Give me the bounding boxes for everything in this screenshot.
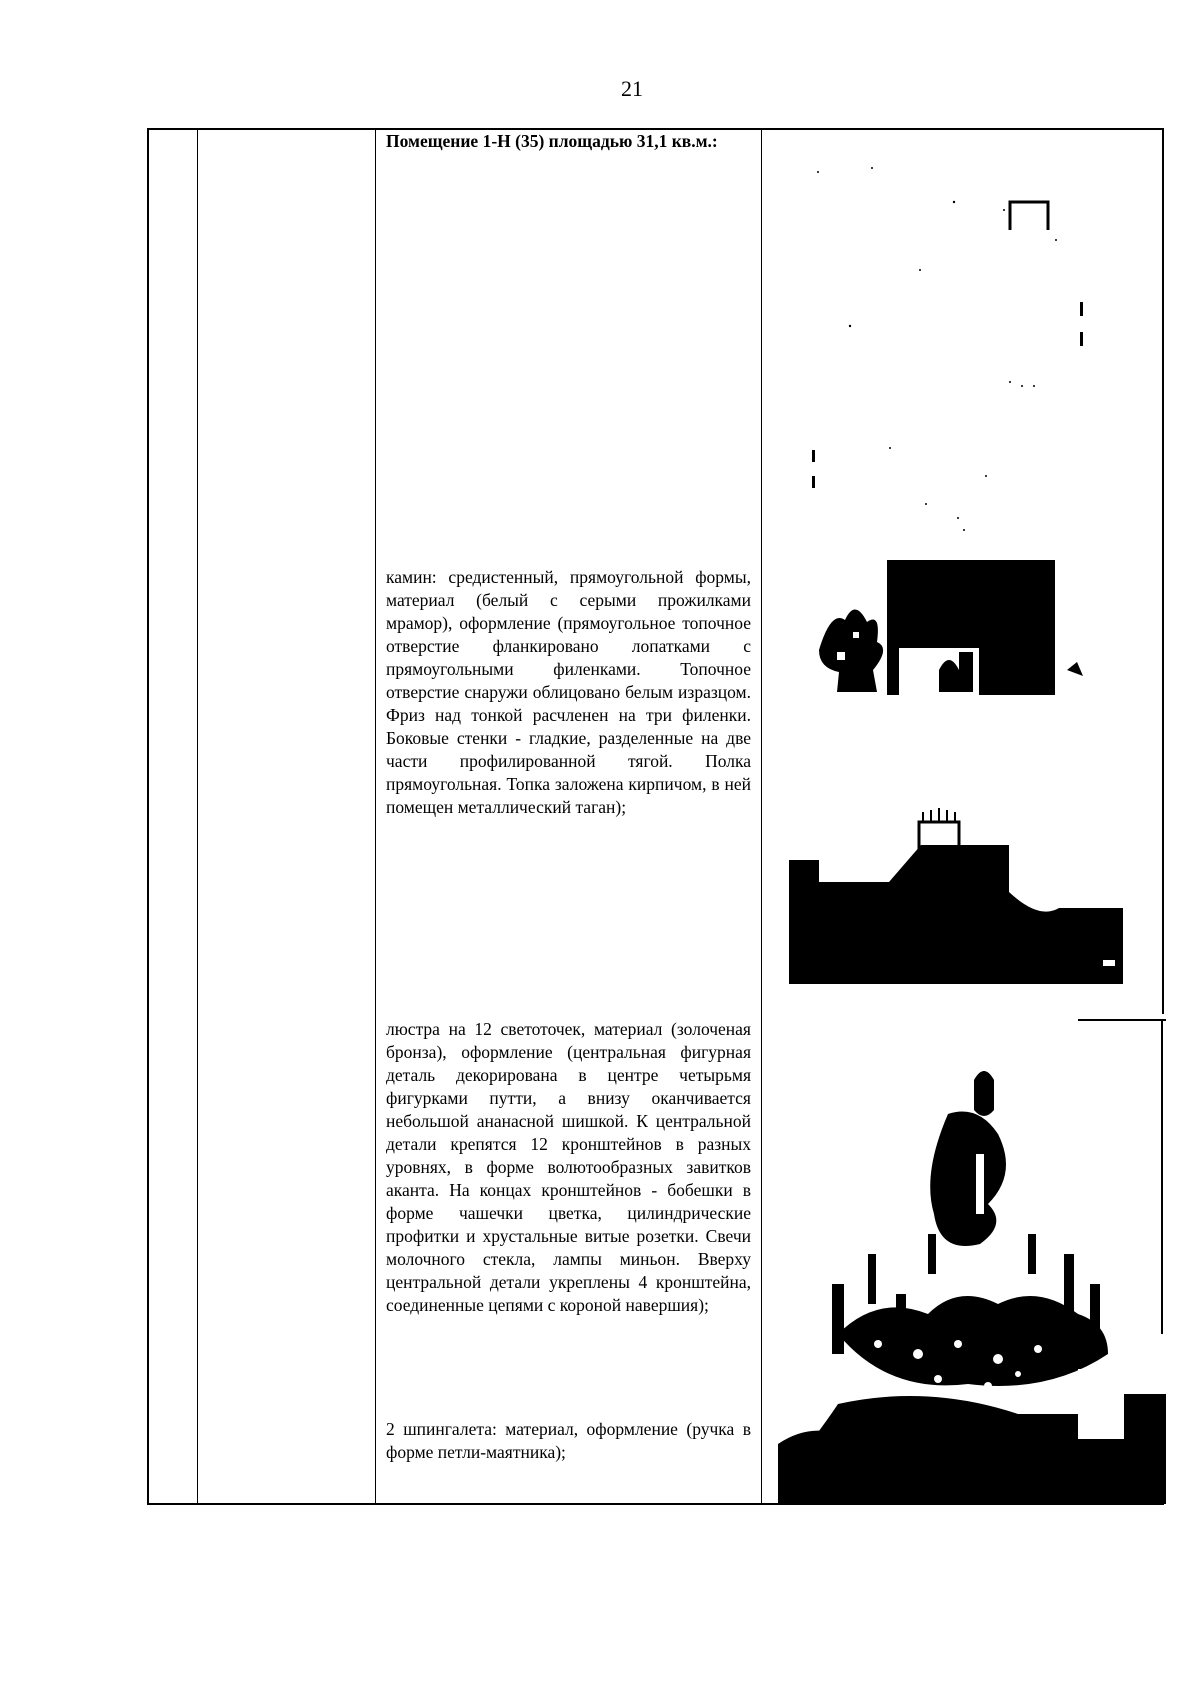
- column-divider: [375, 130, 376, 1503]
- wall-door-image: [780, 150, 1150, 550]
- column-divider: [197, 130, 198, 1503]
- photo-fireplace: [789, 560, 1123, 984]
- page-number: 21: [621, 76, 643, 101]
- item-chandelier: люстра на 12 светоточек, материал (золоченая бронза), оформление (центральная фигурная деталь декорирована в центре четырьмя фигурками путти, а внизу оканчивается небольшой ананасной шишкой. К центральной детали крепятся 12 кронштейнов в разных уровнях, в форме волютообразных завитков аканта. На концах кронштейнов - бобешки в форме чашечки цветка, цилиндрические профитки и хрустальные витые розетки. Свечи молочного стекла, лампы миньон. Вверху центральной детали укреплены 4 кронштейна, соединенные цепями с короной навершия);: [386, 1019, 751, 1315]
- fireplace-image: [789, 560, 1123, 984]
- item-espagnolettes: 2 шпингалета: материал, оформление (ручка в форме петли-маятника);: [386, 1419, 751, 1462]
- photo-wall-door: [780, 150, 1150, 550]
- chandelier-image: [778, 1014, 1166, 1504]
- item-fireplace: камин: средистенный, прямоугольной формы, материал (белый с серыми прожилками мрамор), оформление (прямоугольное топочное отверстие фланкировано лопатками с прямоугольными филенками. Топочное отверстие снаружи облицовано белым изразцом. Фриз над тонкой расчленен на три филенки. Боковые стенки - гладкие, разделенные на две части профилированной тягой. Полка прямоугольная. Топка заложена кирпичом, в ней помещен металлический таган);: [386, 567, 751, 817]
- room-heading: Помещение 1-Н (35) площадью 31,1 кв.м.:: [386, 131, 718, 151]
- photo-chandelier: [778, 1014, 1166, 1504]
- column-divider: [761, 130, 762, 1503]
